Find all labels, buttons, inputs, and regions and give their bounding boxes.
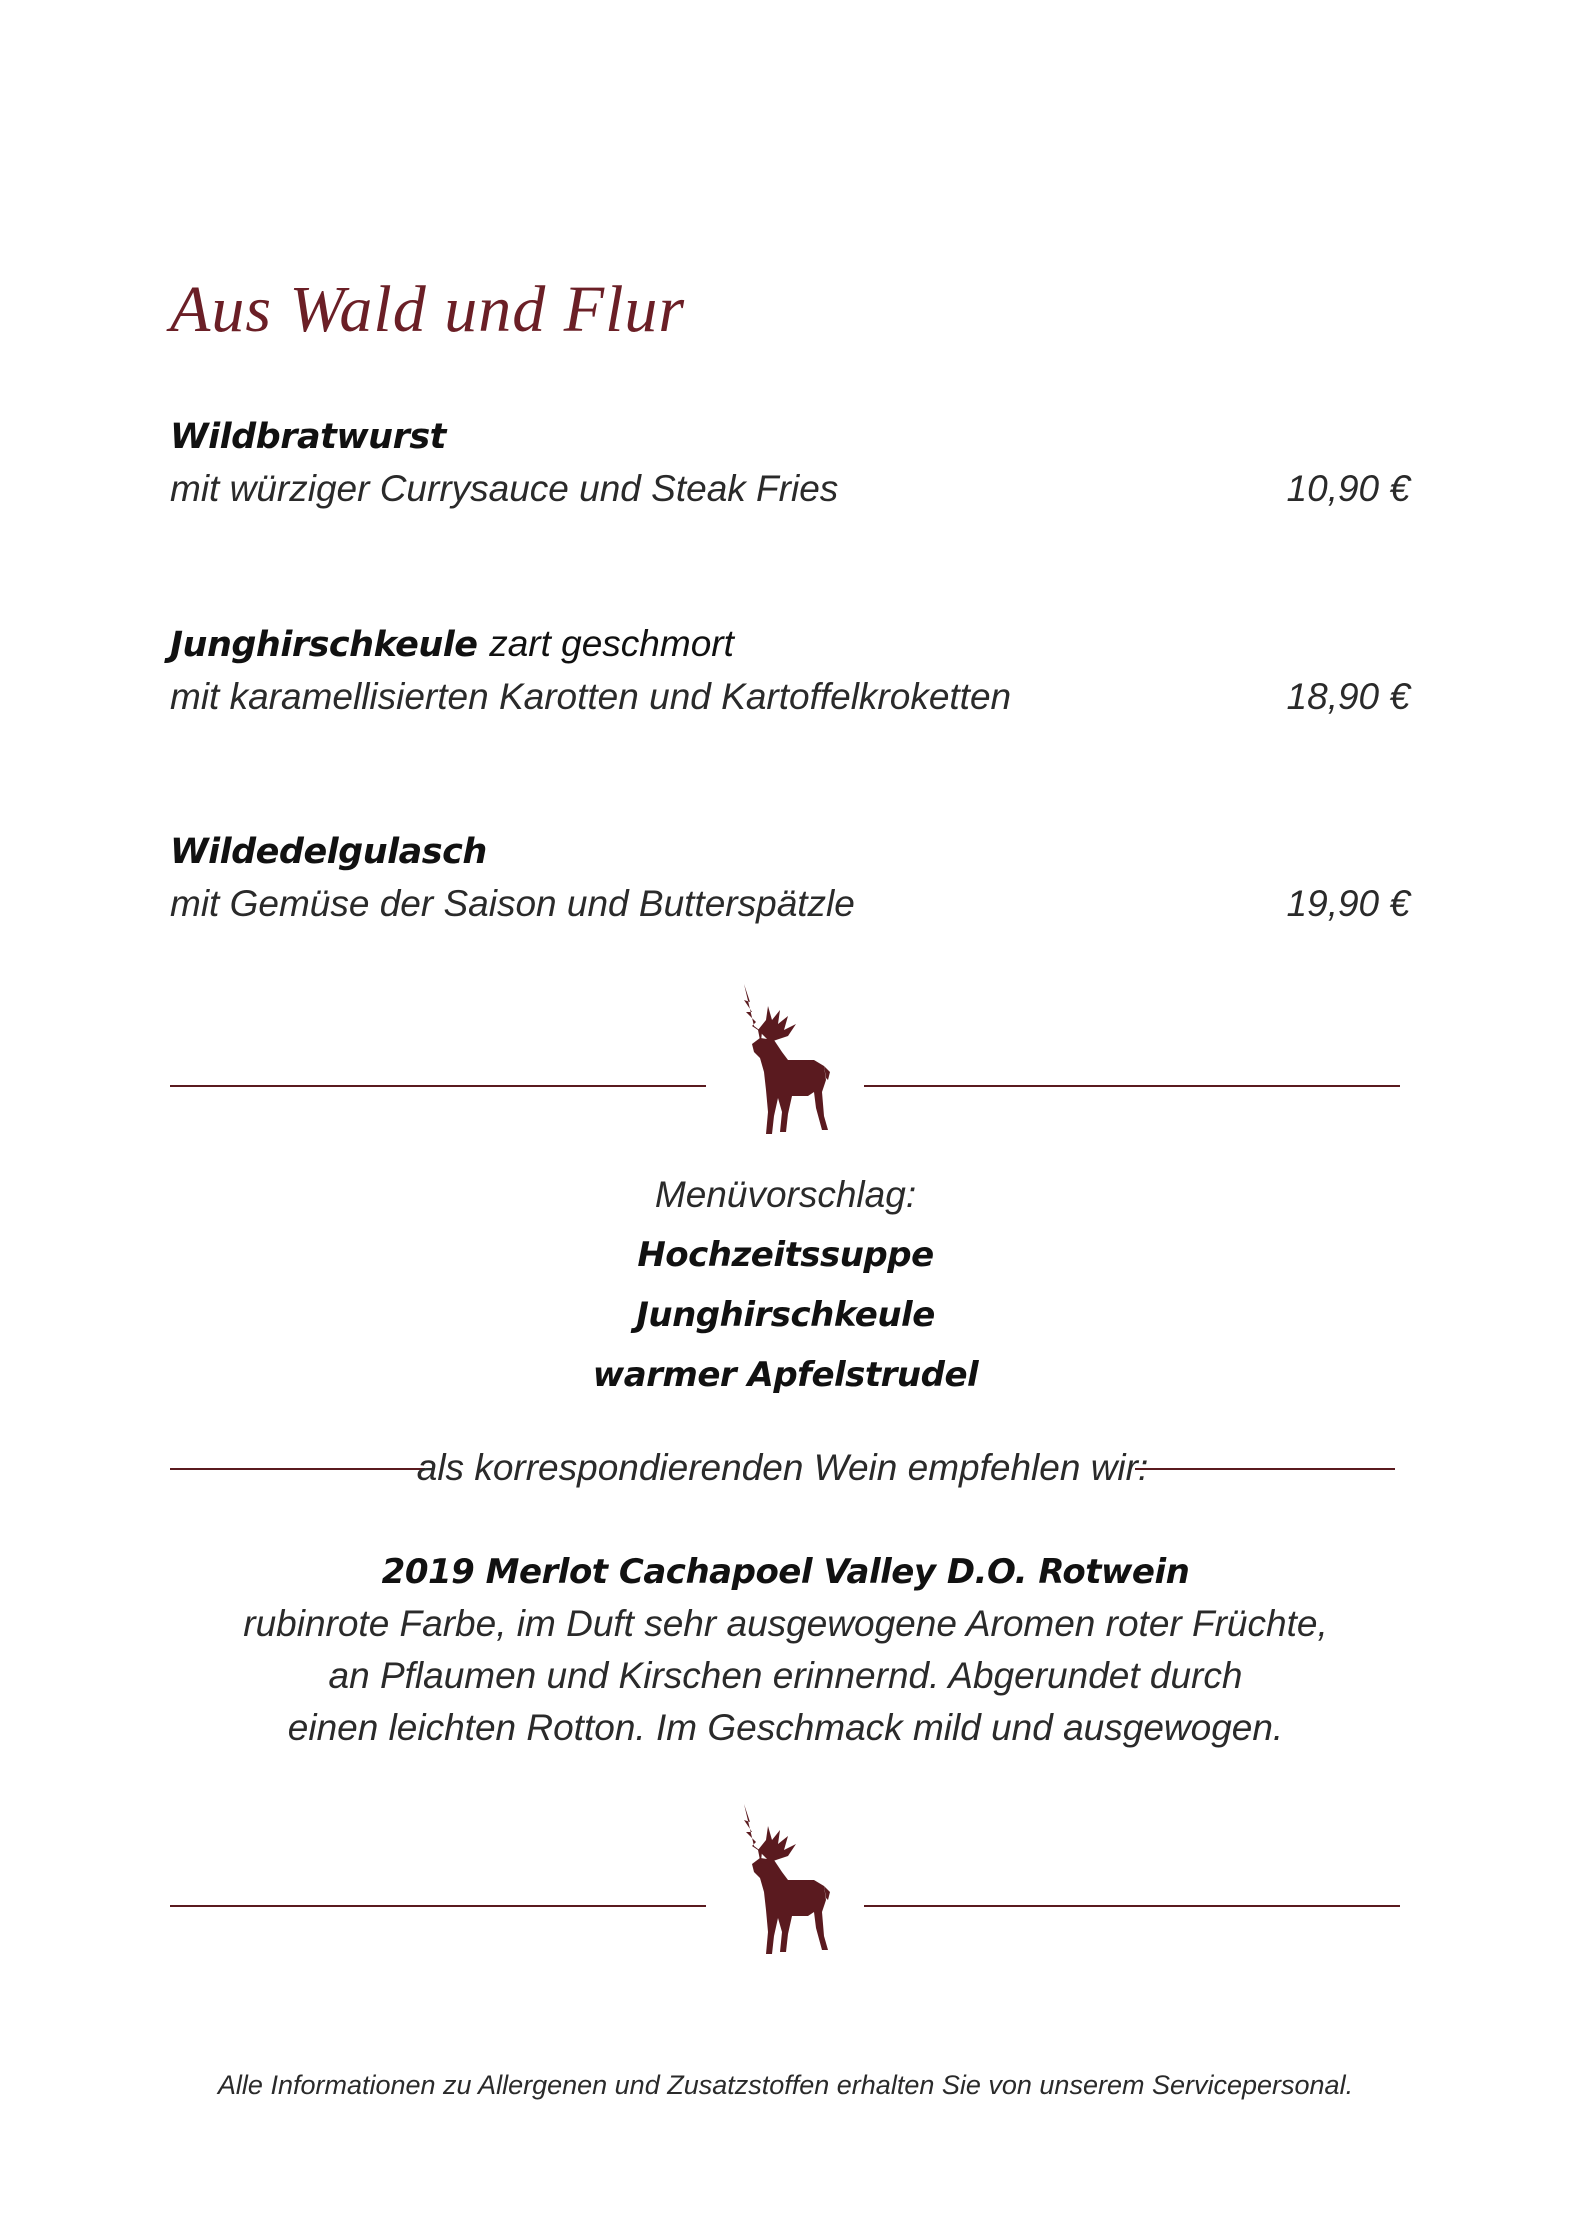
divider-line-left bbox=[170, 1085, 706, 1087]
wine-block bbox=[0, 1546, 1571, 1754]
dish-item bbox=[170, 410, 1410, 515]
dish-name: Junghirschkeule bbox=[170, 625, 478, 665]
divider-line-left bbox=[170, 1905, 706, 1907]
dish-name: Wildbratwurst bbox=[170, 417, 446, 457]
dish-price: 10,90 € bbox=[1286, 468, 1410, 509]
dish-description: mit Gemüse der Saison und Butterspätzle bbox=[170, 883, 855, 924]
stag-icon bbox=[730, 1800, 840, 1960]
menu-suggestion-item: Junghirschkeule bbox=[636, 1295, 935, 1335]
dish-price: 19,90 € bbox=[1286, 883, 1410, 924]
dish-name: Wildedelgulasch bbox=[170, 832, 487, 872]
wine-name: 2019 Merlot Cachapoel Valley D.O. Rotwein bbox=[381, 1552, 1190, 1592]
wine-description-line: an Pflaumen und Kirschen erinnernd. Abgerundet durch bbox=[328, 1655, 1243, 1696]
menu-suggestion-label: Menüvorschlag: bbox=[654, 1174, 917, 1215]
stag-icon bbox=[730, 980, 840, 1140]
dish-item bbox=[170, 825, 1410, 930]
allergen-footer: Alle Informationen zu Allergenen und Zusatzstoffen erhalten Sie von unserem Servicepersonal. bbox=[217, 2070, 1354, 2100]
divider-line-right bbox=[864, 1905, 1400, 1907]
menu-suggestion-item: Hochzeitssuppe bbox=[637, 1235, 934, 1275]
divider-line-right bbox=[864, 1085, 1400, 1087]
stag-divider bbox=[170, 1800, 1400, 1960]
menu-suggestion-item: warmer Apfelstrudel bbox=[592, 1355, 979, 1395]
dish-price: 18,90 € bbox=[1286, 676, 1410, 717]
wine-intro-text: als korrespondierenden Wein empfehlen wir: bbox=[416, 1447, 1149, 1488]
wine-description-line: einen leichten Rotton. Im Geschmack mild und ausgewogen. bbox=[287, 1707, 1284, 1748]
menu-suggestion bbox=[0, 1165, 1571, 1405]
dish-description: mit würziger Currysauce und Steak Fries bbox=[170, 468, 839, 509]
stag-divider bbox=[170, 980, 1400, 1140]
dish-name-extra: zart geschmort bbox=[489, 623, 734, 664]
section-title: Aus Wald und Flur bbox=[170, 273, 686, 346]
dish-item bbox=[170, 618, 1410, 723]
dish-description: mit karamellisierten Karotten und Kartoffelkroketten bbox=[170, 676, 1012, 717]
wine-description-line: rubinrote Farbe, im Duft sehr ausgewogene Aromen roter Früchte, bbox=[243, 1603, 1328, 1644]
wine-recommendation-intro bbox=[170, 1440, 1395, 1500]
